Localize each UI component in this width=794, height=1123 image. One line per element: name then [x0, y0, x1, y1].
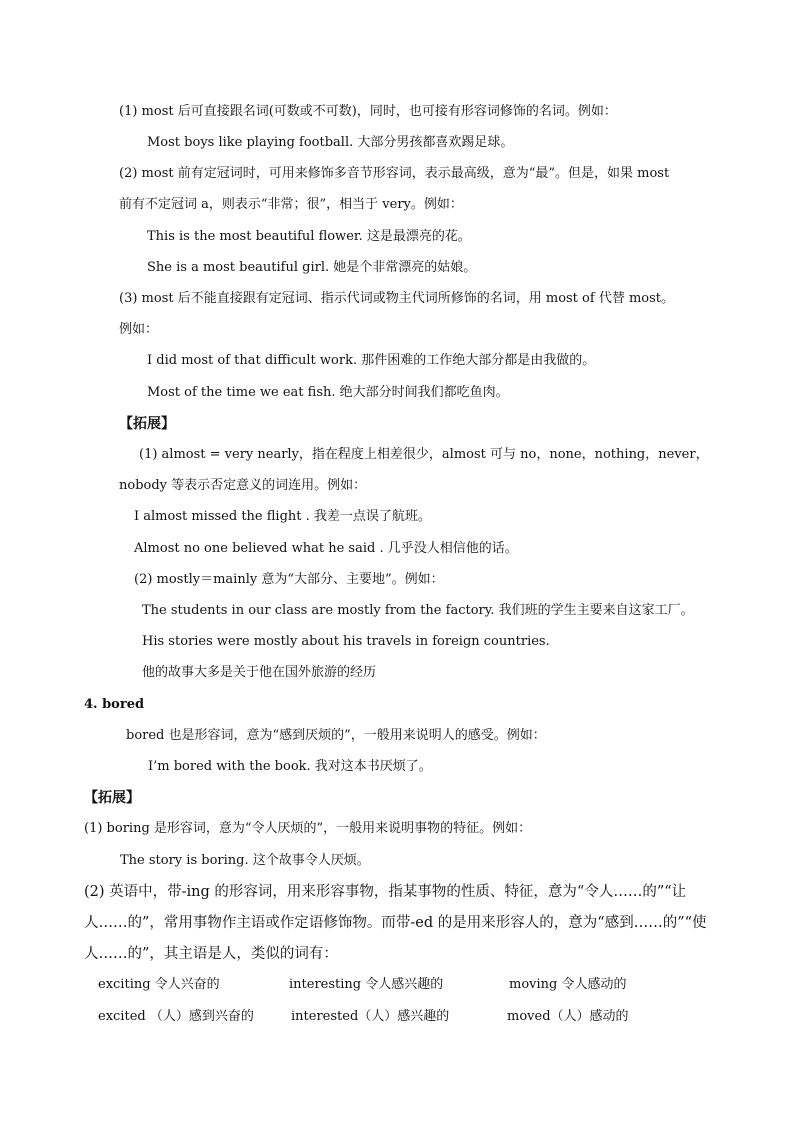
ing-ed-rule-line-2: 人……的”，常用事物作主语或作定语修饰物。而带-ed 的是用来形容人的，意为“感到……的”“使 [84, 915, 707, 931]
most-rule-3-example-1: I did most of that difficult work. 那件困难的工作绝大部分都是由我做的。 [147, 353, 596, 368]
ing-ed-rule-line-3: 人……的”，其主语是人，类似的词有： [84, 946, 338, 962]
word-moved: moved（人）感动的 [507, 1009, 629, 1024]
extension-heading-2: 【拓展】 [84, 790, 140, 806]
word-exciting: exciting 令人兴奋的 [98, 977, 220, 992]
most-rule-1: (1) most 后可直接跟名词(可数或不可数)，同时，也可接有形容词修饰的名词。例如： [119, 104, 617, 119]
word-interested: interested（人）感兴趣的 [291, 1009, 450, 1024]
section-heading-bored: 4. bored [84, 697, 145, 712]
almost-rule-line-2: nobody 等表示否定意义的词连用。例如： [119, 478, 367, 493]
mostly-example-2: His stories were mostly about his travels in foreign countries. [142, 634, 550, 649]
most-rule-3-line-2: 例如： [119, 322, 159, 337]
most-rule-3-example-2: Most of the time we eat fish. 绝大部分时间我们都吃鱼肉。 [147, 385, 509, 400]
mostly-example-1: The students in our class are mostly from the factory. 我们班的学生主要来自这家工厂。 [142, 603, 694, 618]
almost-rule-line-1: (1) almost = very nearly，指在程度上相差很少，almost 可与 no，none，nothing，never， [139, 447, 709, 462]
word-interesting: interesting 令人感兴趣的 [289, 977, 444, 992]
boring-rule: (1) boring 是形容词，意为“令人厌烦的”，一般用来说明事物的特征。例如： [84, 821, 532, 836]
most-rule-1-example: Most boys like playing football. 大部分男孩都喜欢踢足球。 [147, 135, 514, 150]
most-rule-3-line-1: (3) most 后不能直接跟有定冠词、指示代词或物主代词所修饰的名词，用 most of 代替 most。 [119, 291, 674, 306]
most-rule-2-example-1: This is the most beautiful flower. 这是最漂亮的花。 [147, 229, 471, 244]
bored-example: I’m bored with the book. 我对这本书厌烦了。 [148, 759, 432, 774]
mostly-example-2-translation: 他的故事大多是关于他在国外旅游的经历 [142, 665, 377, 680]
most-rule-2-example-2: She is a most beautiful girl. 她是个非常漂亮的姑娘。 [147, 260, 477, 275]
bored-definition: bored 也是形容词，意为“感到厌烦的”，一般用来说明人的感受。例如： [126, 728, 546, 743]
almost-example-2: Almost no one believed what he said . 几乎没人相信他的话。 [134, 541, 518, 556]
almost-example-1: I almost missed the flight . 我差一点误了航班。 [134, 509, 431, 524]
boring-example: The story is boring. 这个故事令人厌烦。 [120, 853, 370, 868]
word-excited: excited （人）感到兴奋的 [98, 1009, 254, 1024]
ing-ed-rule-line-1: (2) 英语中，带-ing 的形容词，用来形容事物，指某事物的性质、特征，意为“令人……的”“让 [84, 884, 687, 900]
word-moving: moving 令人感动的 [509, 977, 627, 992]
mostly-rule: (2) mostly＝mainly 意为“大部分、主要地”。例如： [134, 572, 444, 587]
extension-heading: 【拓展】 [119, 416, 175, 432]
most-rule-2-line-1: (2) most 前有定冠词时，可用来修饰多音节形容词，表示最高级，意为“最”。但是，如果 most [119, 166, 670, 181]
most-rule-2-line-2: 前有不定冠词 a，则表示“非常；很”，相当于 very。例如： [119, 197, 463, 212]
